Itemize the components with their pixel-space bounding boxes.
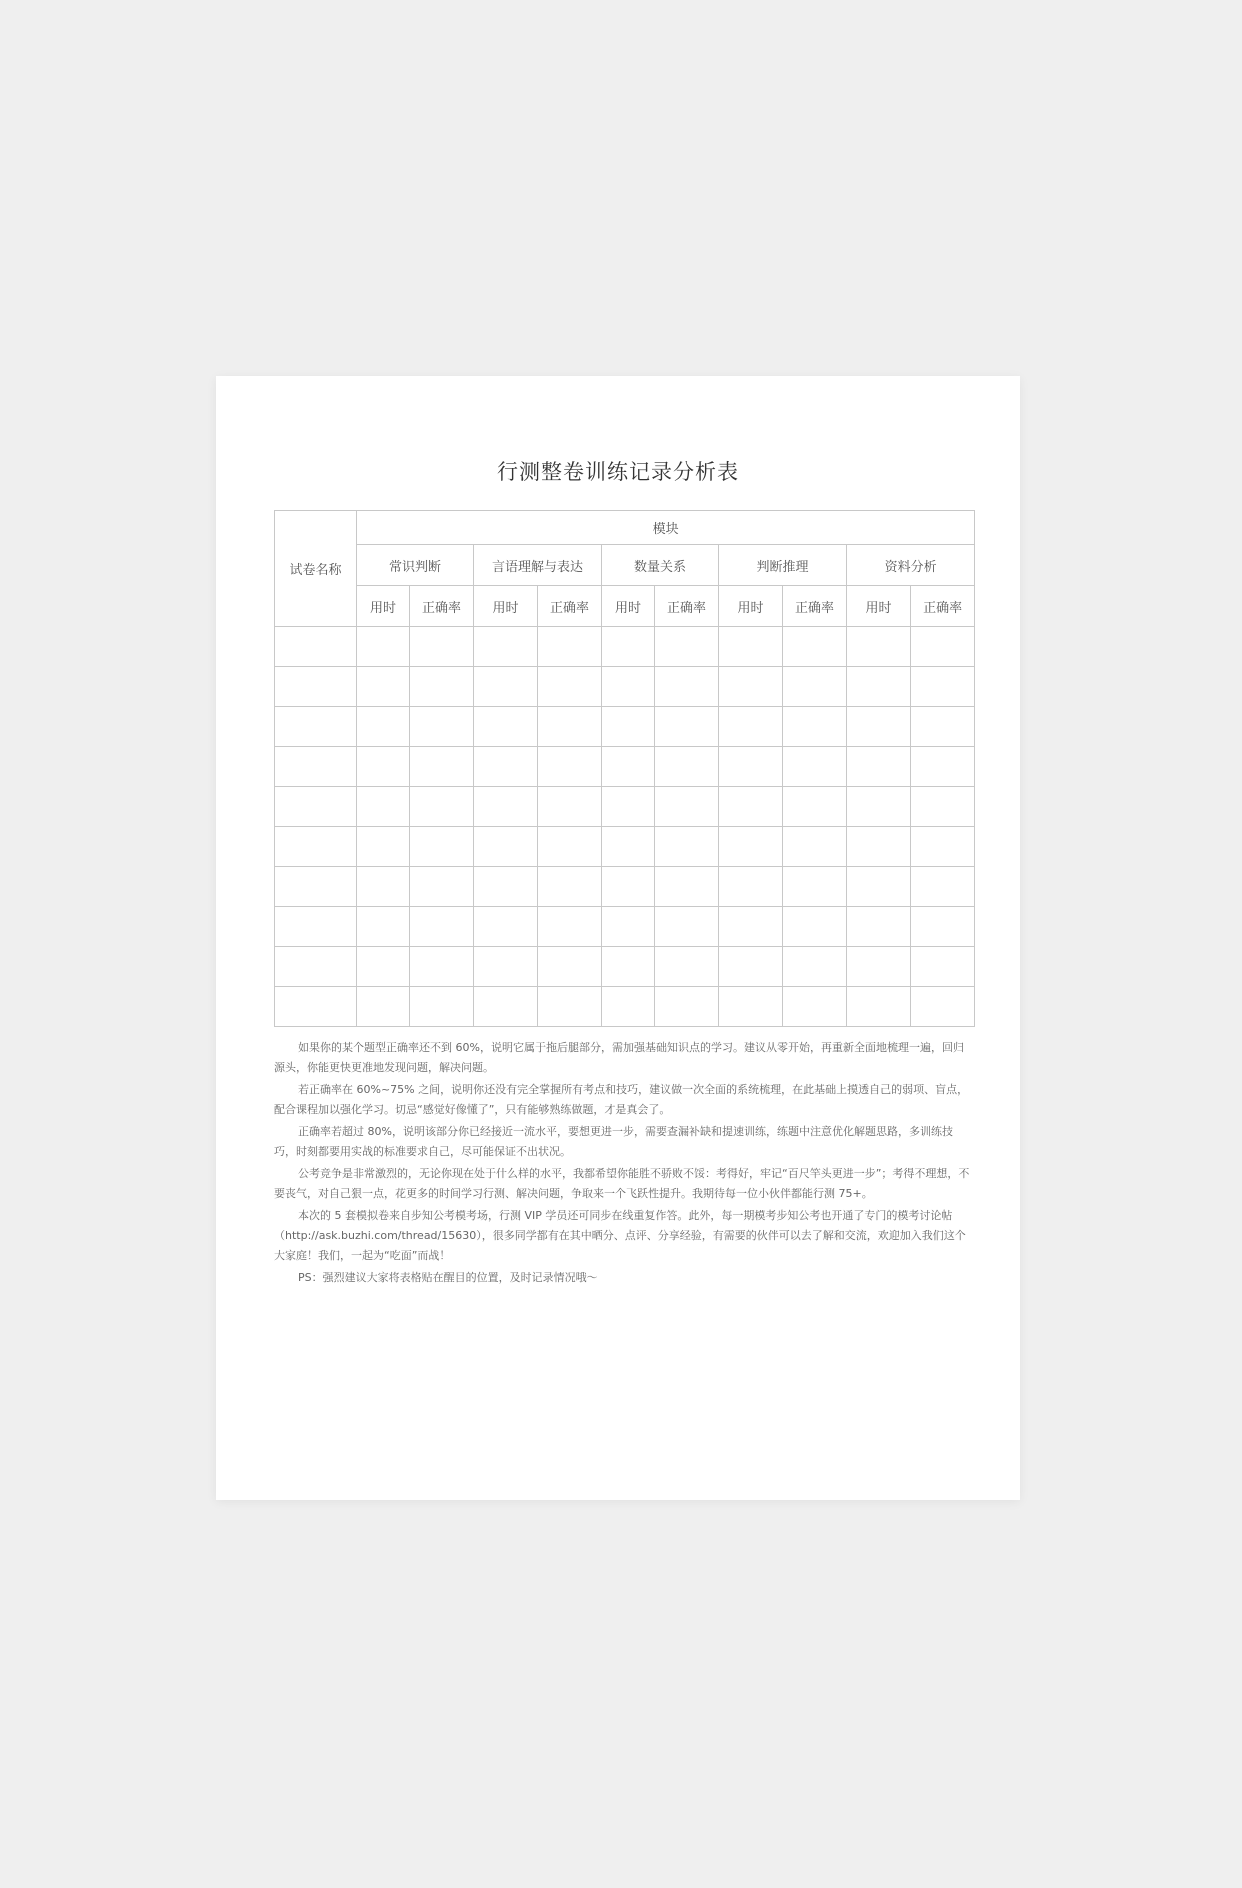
record-cell[interactable] xyxy=(602,747,655,787)
record-cell[interactable] xyxy=(655,827,719,867)
record-cell[interactable] xyxy=(474,667,538,707)
record-cell[interactable] xyxy=(655,907,719,947)
record-cell[interactable] xyxy=(911,667,975,707)
record-cell[interactable] xyxy=(719,747,783,787)
record-cell[interactable] xyxy=(474,627,538,667)
record-cell[interactable] xyxy=(410,867,474,907)
record-cell[interactable] xyxy=(538,787,602,827)
record-cell[interactable] xyxy=(538,747,602,787)
record-cell[interactable] xyxy=(655,707,719,747)
record-cell[interactable] xyxy=(474,947,538,987)
record-cell[interactable] xyxy=(783,707,847,747)
document-page xyxy=(216,376,1020,1500)
record-cell[interactable] xyxy=(655,627,719,667)
paper-name-cell[interactable] xyxy=(275,747,357,787)
record-cell[interactable] xyxy=(719,667,783,707)
record-cell[interactable] xyxy=(719,627,783,667)
record-cell[interactable] xyxy=(783,667,847,707)
record-cell[interactable] xyxy=(357,627,410,667)
notes-section xyxy=(274,1038,974,1290)
record-cell[interactable] xyxy=(357,747,410,787)
record-cell[interactable] xyxy=(602,707,655,747)
table-row xyxy=(275,747,975,787)
time-header: 用时 xyxy=(847,586,911,627)
paper-name-cell[interactable] xyxy=(275,867,357,907)
record-cell[interactable] xyxy=(911,907,975,947)
record-cell[interactable] xyxy=(357,907,410,947)
record-cell[interactable] xyxy=(410,987,474,1027)
record-cell[interactable] xyxy=(602,867,655,907)
record-cell[interactable] xyxy=(911,747,975,787)
record-cell[interactable] xyxy=(911,987,975,1027)
record-cell[interactable] xyxy=(474,987,538,1027)
record-cell[interactable] xyxy=(602,787,655,827)
record-cell[interactable] xyxy=(538,827,602,867)
record-cell[interactable] xyxy=(357,787,410,827)
record-cell[interactable] xyxy=(911,867,975,907)
record-cell[interactable] xyxy=(602,667,655,707)
record-cell[interactable] xyxy=(655,747,719,787)
record-cell[interactable] xyxy=(602,827,655,867)
paper-name-header: 试卷名称 xyxy=(275,511,357,627)
record-cell[interactable] xyxy=(538,707,602,747)
table-row xyxy=(275,627,975,667)
record-cell[interactable] xyxy=(847,787,911,827)
record-cell[interactable] xyxy=(538,907,602,947)
record-cell[interactable] xyxy=(911,787,975,827)
record-cell[interactable] xyxy=(410,827,474,867)
record-cell[interactable] xyxy=(474,867,538,907)
module-header-verbal: 言语理解与表达 xyxy=(474,545,602,586)
record-cell[interactable] xyxy=(410,787,474,827)
record-cell[interactable] xyxy=(474,747,538,787)
accuracy-header: 正确率 xyxy=(538,586,602,627)
record-cell[interactable] xyxy=(847,987,911,1027)
record-cell[interactable] xyxy=(655,947,719,987)
paper-name-cell[interactable] xyxy=(275,787,357,827)
table-row xyxy=(275,987,975,1027)
table-row xyxy=(275,707,975,747)
record-cell[interactable] xyxy=(847,827,911,867)
paper-name-cell[interactable] xyxy=(275,627,357,667)
document-title: 行测整卷训练记录分析表 xyxy=(497,460,739,484)
record-cell[interactable] xyxy=(847,707,911,747)
note-paragraph: 本次的 5 套模拟卷来自步知公考模考场，行测 VIP 学员还可同步在线重复作答。此外，每一期模考步知公考也开通了专门的模考讨论帖（http://ask.buzhi.com/thread/15630），很多同学都有在其中晒分、点评、分享经验，有需要的伙伴可以去了解和交流，欢迎加入我们这个大家庭！我们，一起为“吃面”而战！ xyxy=(274,1209,966,1262)
record-cell[interactable] xyxy=(410,947,474,987)
record-cell[interactable] xyxy=(719,947,783,987)
record-cell[interactable] xyxy=(719,987,783,1027)
record-cell[interactable] xyxy=(655,787,719,827)
record-cell[interactable] xyxy=(783,827,847,867)
accuracy-header: 正确率 xyxy=(655,586,719,627)
table-row xyxy=(275,907,975,947)
paper-name-cell[interactable] xyxy=(275,907,357,947)
table-row xyxy=(275,667,975,707)
accuracy-header: 正确率 xyxy=(783,586,847,627)
record-cell[interactable] xyxy=(655,667,719,707)
paper-name-cell[interactable] xyxy=(275,987,357,1027)
record-cell[interactable] xyxy=(538,867,602,907)
record-cell[interactable] xyxy=(538,947,602,987)
table-body xyxy=(275,627,975,1027)
record-cell[interactable] xyxy=(474,907,538,947)
module-header-reasoning: 判断推理 xyxy=(719,545,847,586)
accuracy-header: 正确率 xyxy=(911,586,975,627)
record-cell[interactable] xyxy=(719,827,783,867)
table-row xyxy=(275,867,975,907)
record-cell[interactable] xyxy=(783,787,847,827)
record-cell[interactable] xyxy=(410,907,474,947)
note-paragraph: 如果你的某个题型正确率还不到 60%，说明它属于拖后腿部分，需加强基础知识点的学习。建议从零开始，再重新全面地梳理一遍，回归源头，你能更快更准地发现问题，解决问题。 xyxy=(274,1041,964,1074)
record-cell[interactable] xyxy=(783,987,847,1027)
record-cell[interactable] xyxy=(655,987,719,1027)
record-cell[interactable] xyxy=(474,827,538,867)
record-cell[interactable] xyxy=(847,627,911,667)
record-cell[interactable] xyxy=(357,987,410,1027)
record-cell[interactable] xyxy=(410,747,474,787)
module-header: 模块 xyxy=(357,511,975,545)
record-cell[interactable] xyxy=(602,627,655,667)
record-cell[interactable] xyxy=(602,907,655,947)
record-cell[interactable] xyxy=(783,747,847,787)
record-cell[interactable] xyxy=(357,947,410,987)
record-cell[interactable] xyxy=(602,987,655,1027)
table-row xyxy=(275,947,975,987)
record-cell[interactable] xyxy=(847,667,911,707)
note-paragraph: 公考竞争是非常激烈的，无论你现在处于什么样的水平，我都希望你能胜不骄败不馁：考得好，牢记“百尺竿头更进一步”；考得不理想，不要丧气，对自己狠一点，花更多的时间学习行测、解决问题，争取来一个飞跃性提升。我期待每一位小伙伴都能行测 75+。 xyxy=(274,1167,970,1200)
paper-name-cell[interactable] xyxy=(275,827,357,867)
record-cell[interactable] xyxy=(474,707,538,747)
record-cell[interactable] xyxy=(719,907,783,947)
record-cell[interactable] xyxy=(847,907,911,947)
record-cell[interactable] xyxy=(783,627,847,667)
record-cell[interactable] xyxy=(538,667,602,707)
table-row xyxy=(275,787,975,827)
record-cell[interactable] xyxy=(719,867,783,907)
module-header-common-sense: 常识判断 xyxy=(357,545,474,586)
note-paragraph: 正确率若超过 80%，说明该部分你已经接近一流水平，要想更进一步，需要查漏补缺和提速训练，练题中注意优化解题思路，多训练技巧，时刻都要用实战的标准要求自己，尽可能保证不出状况。 xyxy=(274,1125,953,1158)
record-cell[interactable] xyxy=(357,667,410,707)
record-cell[interactable] xyxy=(655,867,719,907)
record-cell[interactable] xyxy=(602,947,655,987)
record-cell[interactable] xyxy=(474,787,538,827)
record-cell[interactable] xyxy=(357,827,410,867)
time-header: 用时 xyxy=(474,586,538,627)
record-cell[interactable] xyxy=(538,987,602,1027)
record-cell[interactable] xyxy=(410,707,474,747)
record-cell[interactable] xyxy=(783,907,847,947)
record-cell[interactable] xyxy=(847,947,911,987)
record-cell[interactable] xyxy=(538,627,602,667)
record-cell[interactable] xyxy=(410,667,474,707)
record-cell[interactable] xyxy=(357,707,410,747)
table-row xyxy=(275,827,975,867)
record-cell[interactable] xyxy=(783,867,847,907)
module-header-data-analysis: 资料分析 xyxy=(847,545,975,586)
record-table xyxy=(274,510,975,1027)
record-cell[interactable] xyxy=(911,627,975,667)
time-header: 用时 xyxy=(719,586,783,627)
record-cell[interactable] xyxy=(410,627,474,667)
time-header: 用时 xyxy=(602,586,655,627)
record-cell[interactable] xyxy=(847,747,911,787)
paper-name-cell[interactable] xyxy=(275,667,357,707)
note-paragraph: PS：强烈建议大家将表格贴在醒目的位置，及时记录情况哦～ xyxy=(298,1271,598,1284)
note-paragraph: 若正确率在 60%~75% 之间，说明你还没有完全掌握所有考点和技巧，建议做一次全面的系统梳理，在此基础上摸透自己的弱项、盲点，配合课程加以强化学习。切忌“感觉好像懂了”，只有能够熟练做题，才是真会了。 xyxy=(274,1083,969,1116)
record-cell[interactable] xyxy=(847,867,911,907)
record-cell[interactable] xyxy=(719,707,783,747)
record-cell[interactable] xyxy=(911,827,975,867)
record-cell[interactable] xyxy=(719,787,783,827)
record-cell[interactable] xyxy=(357,867,410,907)
record-cell[interactable] xyxy=(911,947,975,987)
accuracy-header: 正确率 xyxy=(410,586,474,627)
record-cell[interactable] xyxy=(783,947,847,987)
record-cell[interactable] xyxy=(911,707,975,747)
paper-name-cell[interactable] xyxy=(275,947,357,987)
module-header-quantitative: 数量关系 xyxy=(602,545,719,586)
paper-name-cell[interactable] xyxy=(275,707,357,747)
time-header: 用时 xyxy=(357,586,410,627)
